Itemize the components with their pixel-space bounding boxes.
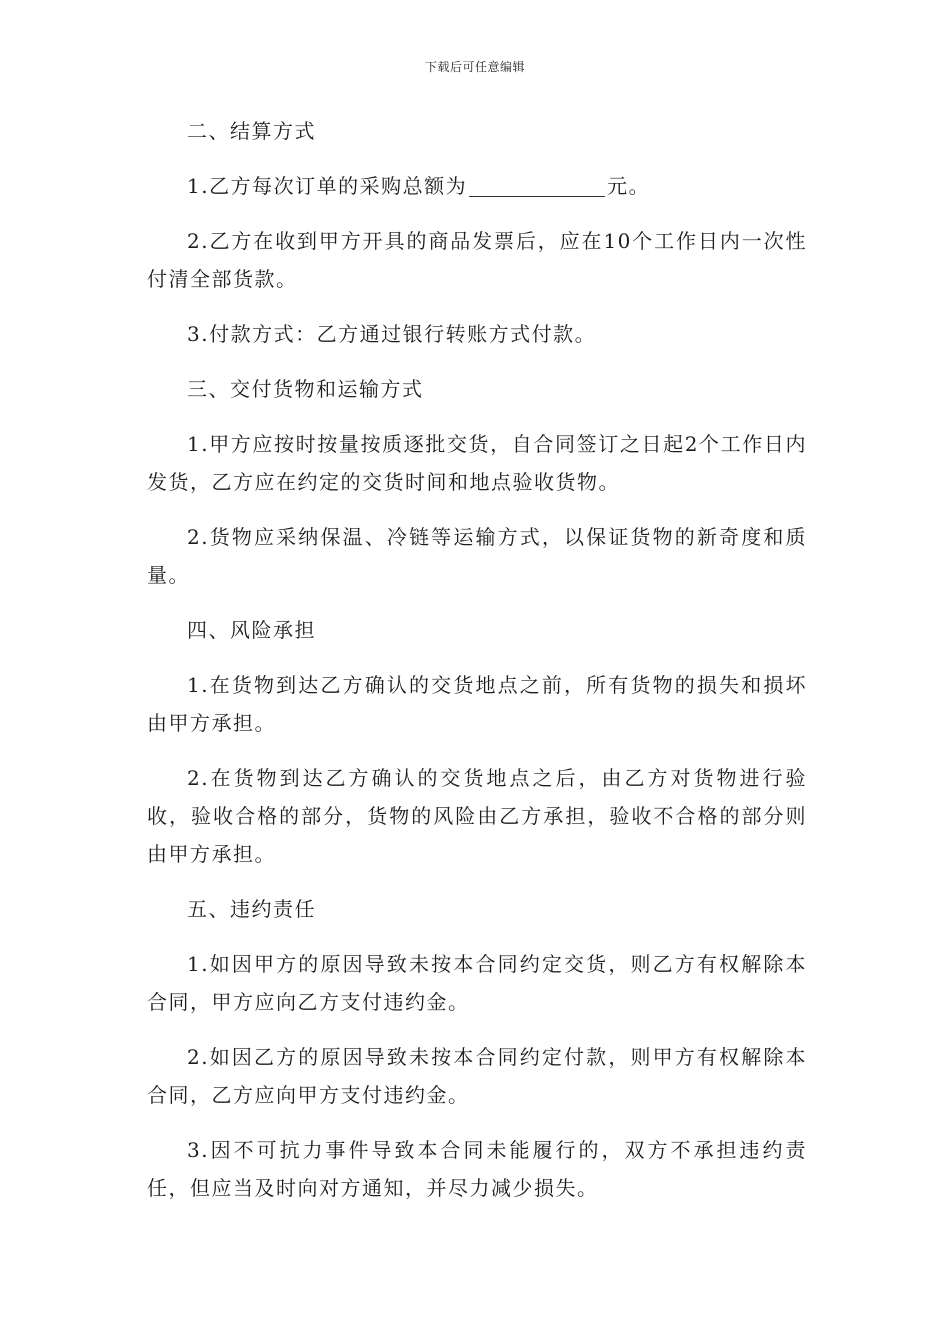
section-heading-delivery: 三、交付货物和运输方式 — [187, 377, 424, 401]
section-heading-liability: 五、违约责任 — [187, 897, 316, 921]
paragraph-text-after-blank: 元。 — [607, 174, 651, 198]
paragraph: 2.如因乙方的原因导致未按本合同约定付款，则甲方有权解除本合同，乙方应向甲方支付违约金。 — [147, 1045, 807, 1107]
section-heading-settlement: 二、结算方式 — [187, 119, 316, 143]
paragraph-text-before-blank: 1.乙方每次订单的采购总额为 — [187, 174, 468, 198]
paragraph: 3.因不可抗力事件导致本合同未能履行的，双方不承担违约责任，但应当及时向对方通知，并尽力减少损失。 — [147, 1138, 807, 1200]
paragraph: 2.在货物到达乙方确认的交货地点之后，由乙方对货物进行验收，验收合格的部分，货物的风险由乙方承担，验收不合格的部分则由甲方承担。 — [147, 766, 807, 866]
section-heading-risk: 四、风险承担 — [187, 618, 316, 642]
paragraph: 1.在货物到达乙方确认的交货地点之前，所有货物的损失和损坏由甲方承担。 — [147, 673, 807, 735]
paragraph: 1.甲方应按时按量按质逐批交货，自合同签订之日起2个工作日内发货，乙方应在约定的交货时间和地点验收货物。 — [147, 432, 807, 494]
page-header: 下载后可任意编辑 — [424, 60, 525, 74]
fill-in-blank — [469, 172, 605, 197]
paragraph: 2.乙方在收到甲方开具的商品发票后，应在10个工作日内一次性付清全部货款。 — [147, 229, 807, 291]
paragraph: 1.如因甲方的原因导致未按本合同约定交货，则乙方有权解除本合同，甲方应向乙方支付违约金。 — [147, 952, 807, 1014]
paragraph: 2.货物应采纳保温、冷链等运输方式，以保证货物的新奇度和质量。 — [147, 525, 807, 587]
paragraph — [147, 167, 807, 205]
paragraph: 3.付款方式：乙方通过银行转账方式付款。 — [187, 322, 597, 346]
document-body — [147, 112, 807, 1224]
